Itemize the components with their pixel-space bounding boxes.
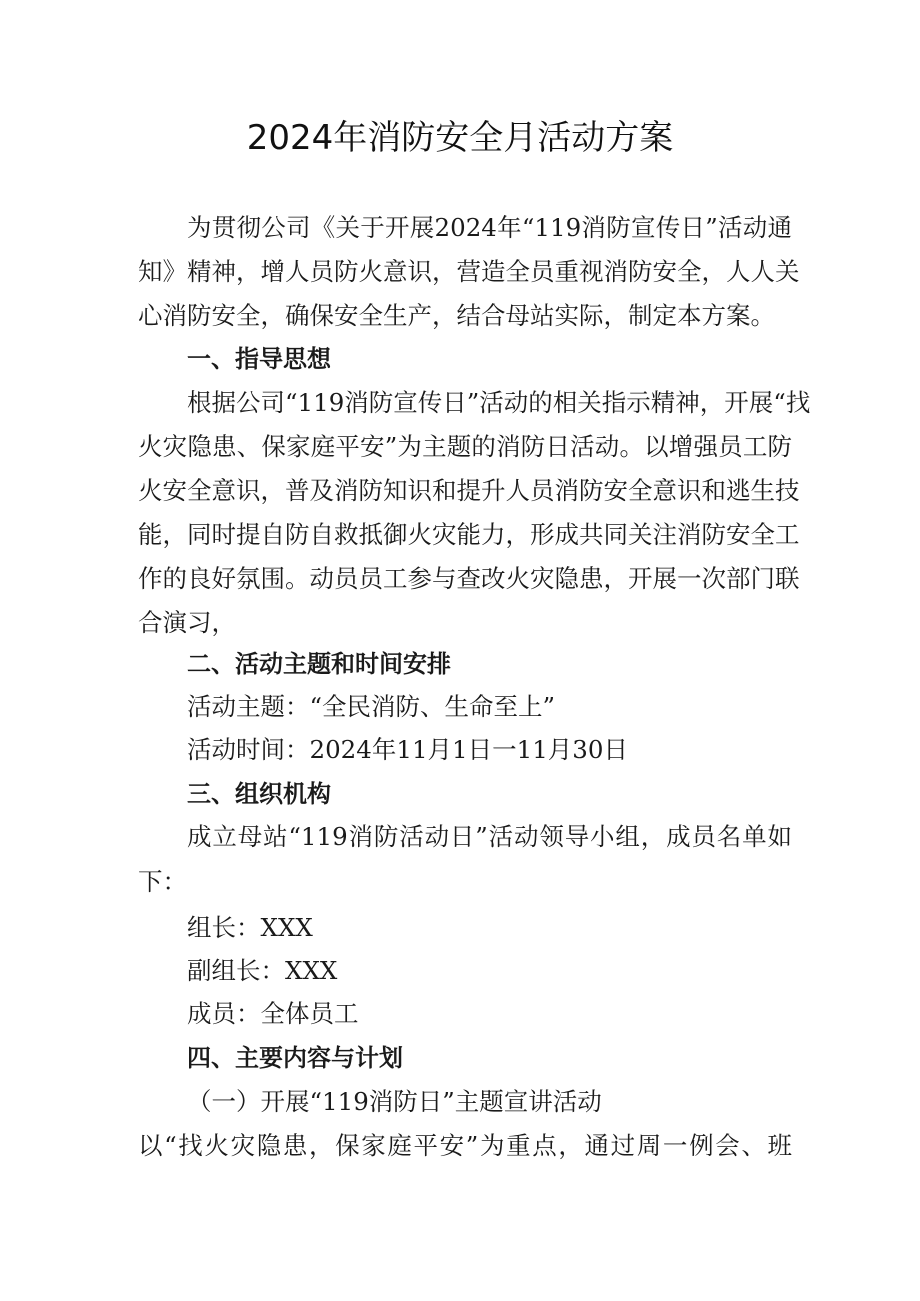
intro-line-2: 知》精神，增人员防火意识，营造全员重视消防安全，人人关 — [138, 257, 800, 286]
intro-line-1: 为贯彻公司《关于开展2024年“119消防宣传日”活动通 — [187, 213, 792, 242]
section1-line-1: 根据公司“119消防宣传日”活动的相关指示精神，开展“找 — [187, 388, 811, 417]
activity-theme: 活动主题：“全民消防、生命至上” — [187, 692, 556, 721]
document-title: 2024年消防安全月活动方案 — [246, 118, 674, 158]
section3-line-1: 成立母站“119消防活动日”活动领导小组，成员名单如 — [187, 822, 792, 851]
section3-line-2: 下： — [138, 867, 187, 896]
section1-line-3: 火安全意识，普及消防知识和提升人员消防安全意识和逃生技 — [138, 476, 800, 505]
group-members: 成员：全体员工 — [187, 999, 359, 1028]
subsection-1-heading: （一）开展“119消防日”主题宣讲活动 — [187, 1087, 602, 1116]
deputy-group-leader: 副组长：XXX — [187, 956, 338, 985]
section1-line-4: 能，同时提自防自救抵御火灾能力，形成共同关注消防安全工 — [138, 520, 800, 549]
section-heading-theme-schedule: 二、活动主题和时间安排 — [187, 650, 451, 678]
section-heading-content-plan: 四、主要内容与计划 — [187, 1044, 403, 1072]
group-leader: 组长：XXX — [187, 913, 313, 942]
activity-time: 活动时间：2024年11月1日一11月30日 — [187, 735, 628, 764]
section1-line-5: 作的良好氛围。动员员工参与查改火灾隐患，开展一次部门联 — [138, 564, 800, 593]
section1-line-2: 火灾隐患、保家庭平安”为主题的消防日活动。以增强员工防 — [138, 432, 792, 461]
section1-line-6: 合演习， — [138, 608, 236, 637]
subsection-1-line-1: 以“找火灾隐患，保家庭平安”为重点，通过周一例会、班 — [138, 1131, 792, 1160]
section-heading-guiding-ideology: 一、指导思想 — [187, 345, 331, 373]
intro-line-3: 心消防安全，确保安全生产，结合母站实际，制定本方案。 — [138, 301, 775, 330]
section-heading-organization: 三、组织机构 — [187, 780, 331, 808]
